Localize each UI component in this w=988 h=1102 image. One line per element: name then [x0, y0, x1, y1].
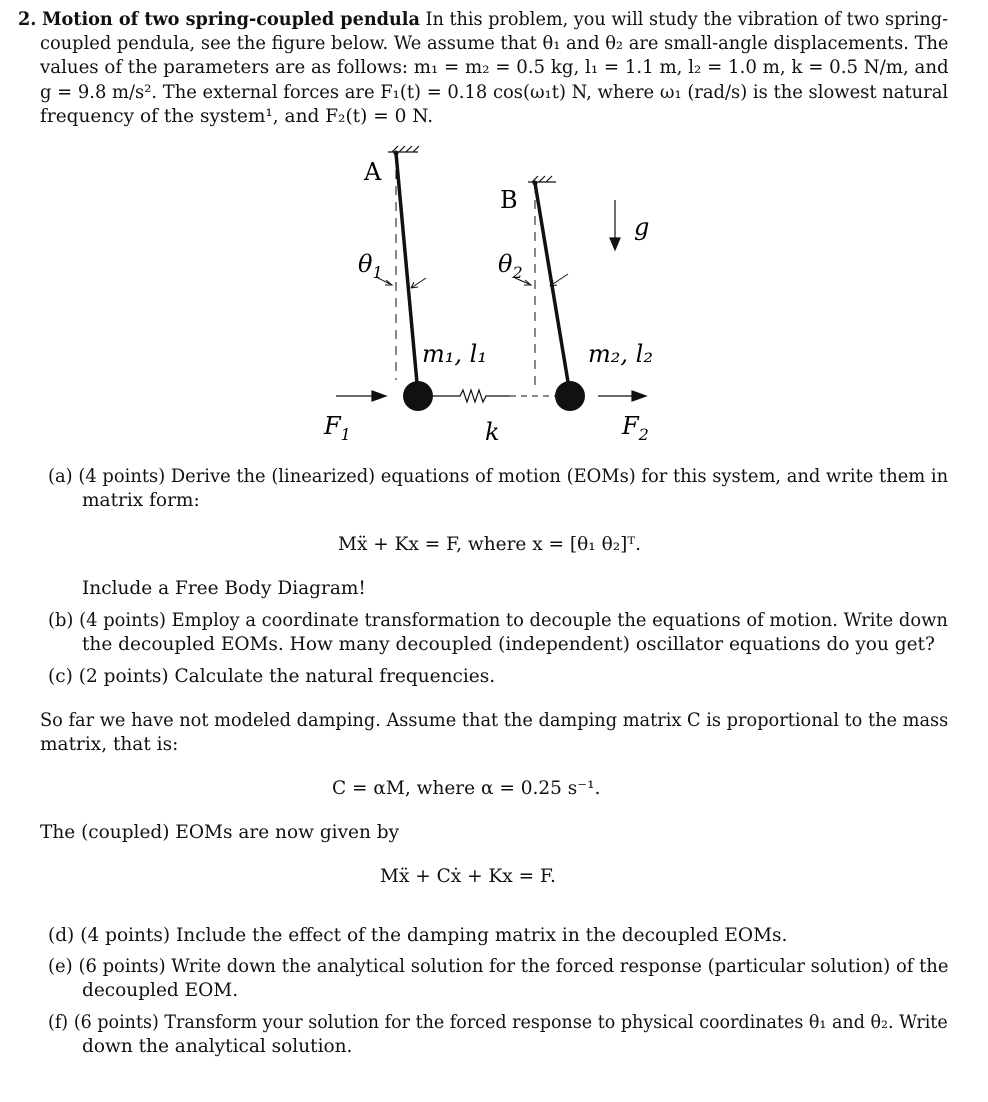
part-a-text-1: (4 points) Derive the (linearized) equations of motion (EOMs) for this system, and write them in — [78, 466, 949, 487]
problem-intro-2: coupled pendula, see the figure below. We assume that θ₁ and θ₂ are small-angle displacements. The — [40, 33, 949, 54]
part-a-equation: Mẍ + Kx = F, where x = [θ₁ θ₂]ᵀ. — [338, 534, 642, 555]
part-b-label: (b) — [48, 610, 74, 631]
damping-equation: C = αM, where α = 0.25 s⁻¹. — [332, 778, 601, 799]
part-d-line-1 — [48, 924, 787, 948]
part-b-text-2: the decoupled EOMs. How many decoupled (independent) oscillator equations do you get? — [82, 634, 935, 655]
damping-text-1: So far we have not modeled damping. Assume that the damping matrix C is proportional to the mass — [40, 710, 949, 731]
label-a: A — [364, 158, 382, 186]
part-d-label: (d) — [48, 925, 75, 946]
part-a-label: (a) — [48, 466, 73, 487]
problem-title: Motion of two spring-coupled pendula — [42, 9, 420, 30]
part-a-note: Include a Free Body Diagram! — [82, 578, 366, 599]
label-f2 — [621, 412, 649, 444]
pivot-b-support — [528, 176, 556, 182]
label-f1-symbol: F — [324, 412, 341, 440]
part-f-text-1: (6 points) Transform your solution for the forced response to physical coordinates θ₁ and θ₂. Write — [73, 1012, 948, 1033]
force-f2-arrow — [598, 391, 646, 401]
coupled-text: The (coupled) EOMs are now given by — [40, 822, 400, 843]
part-d-text-1: (4 points) Include the effect of the damping matrix in the decoupled EOMs. — [80, 925, 788, 946]
theta1-arc — [378, 278, 426, 288]
mass-2 — [555, 381, 585, 411]
gravity-arrow — [610, 200, 620, 250]
spring-k — [433, 390, 510, 402]
part-e-text-1: (6 points) Write down the analytical solution for the forced response (particular solution) of the — [78, 956, 949, 977]
label-theta1-sub: 1 — [372, 263, 383, 282]
problem-line-1 — [18, 8, 948, 32]
part-b-text-1: (4 points) Employ a coordinate transformation to decouple the equations of motion. Write down — [79, 610, 948, 631]
part-f-label: (f) — [48, 1012, 69, 1033]
part-b-line-1 — [48, 609, 948, 633]
coupled-equation: Mẍ + Cẋ + Kx = F. — [380, 866, 556, 887]
label-g: g — [634, 213, 650, 241]
mass-1 — [403, 381, 433, 411]
label-f2-sub: 2 — [638, 425, 649, 444]
label-theta1-symbol: θ — [358, 250, 373, 278]
part-c-text-1: (2 points) Calculate the natural frequencies. — [78, 666, 496, 687]
part-c-line-1 — [48, 665, 495, 689]
pivot-a-support — [388, 146, 419, 152]
label-theta2-symbol: θ — [498, 250, 513, 278]
pendulum-figure — [310, 140, 670, 450]
pendulum-rod-2 — [535, 183, 570, 394]
label-theta2-sub: 2 — [512, 263, 523, 282]
part-f-text-2: down the analytical solution. — [82, 1036, 353, 1057]
part-c-label: (c) — [48, 666, 73, 687]
part-e-line-1 — [48, 955, 948, 979]
label-f1 — [323, 412, 351, 444]
theta2-arc — [515, 274, 568, 286]
label-m1-l1: m₁, l₁ — [422, 340, 487, 368]
problem-number: 2. — [18, 9, 37, 30]
part-a-line-1 — [48, 465, 948, 489]
label-m2-l2: m₂, l₂ — [588, 340, 653, 368]
force-f1-arrow — [336, 391, 386, 401]
pendulum-rod-1 — [396, 153, 418, 394]
problem-intro-4: g = 9.8 m/s². The external forces are F₁(t) = 0.18 cos(ω₁t) N, where ω₁ (rad/s) is the slowest natural — [40, 82, 949, 103]
label-theta1 — [358, 250, 383, 282]
label-b: B — [500, 186, 518, 214]
part-e-text-2: decoupled EOM. — [82, 980, 239, 1001]
label-k: k — [485, 418, 500, 446]
damping-text-2: matrix, that is: — [40, 734, 179, 755]
problem-intro-1: In this problem, you will study the vibration of two spring- — [425, 9, 949, 30]
label-f2-symbol: F — [622, 412, 639, 440]
part-e-label: (e) — [48, 956, 73, 977]
part-a-text-2: matrix form: — [82, 490, 200, 511]
label-f1-sub: 1 — [340, 425, 351, 444]
problem-intro-5: frequency of the system¹, and F₂(t) = 0 N. — [40, 106, 434, 127]
problem-intro-3: values of the parameters are as follows: m₁ = m₂ = 0.5 kg, l₁ = 1.1 m, l₂ = 1.0 m, k = 0.5 N/m, and — [40, 57, 949, 78]
part-f-line-1 — [48, 1011, 948, 1035]
label-theta2 — [498, 250, 523, 282]
